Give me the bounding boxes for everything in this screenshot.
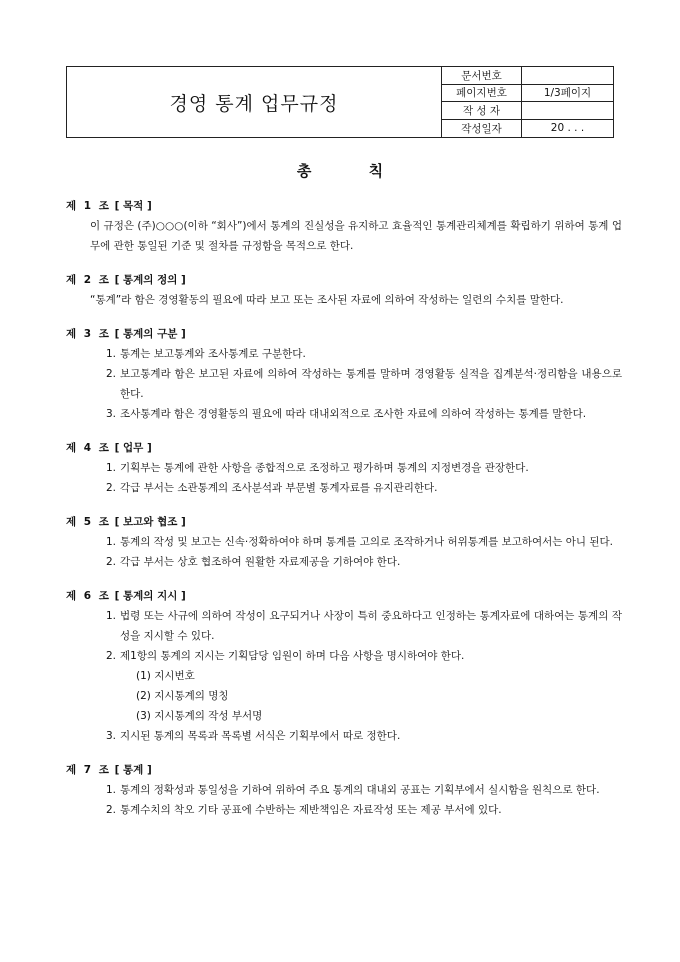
item-text: 조사통계라 함은 경영활동의 필요에 따라 대내외적으로 조사한 자료에 의하여 작성하는 통계를 말한다. (120, 408, 587, 420)
article-heading (66, 324, 622, 344)
article-item (66, 726, 622, 746)
article-title: [ 통계 ] (114, 764, 152, 776)
item-text: 통계는 보고통계와 조사통계로 구분한다. (120, 348, 306, 360)
item-number: 3. (106, 408, 117, 420)
article-item (66, 344, 622, 364)
item-number: 1. (106, 610, 117, 622)
item-number: 1. (106, 536, 117, 548)
item-number: 2. (106, 650, 117, 662)
meta-label-author: 작 성 자 (442, 102, 522, 120)
item-text: 지시된 통계의 목록과 목록별 서식은 기획부에서 따로 정한다. (120, 730, 401, 742)
article-item (66, 364, 622, 404)
item-number: 2. (106, 368, 117, 380)
article (66, 324, 622, 424)
article-number: 제 1 조 (66, 200, 111, 212)
article-heading (66, 586, 622, 606)
meta-label-date: 작성일자 (442, 120, 522, 138)
section-title: 총 칙 (296, 162, 410, 180)
article-heading (66, 760, 622, 780)
item-number: 1. (106, 784, 117, 796)
item-text: 각급 부서는 소관통계의 조사분석과 부문별 통계자료를 유지관리한다. (120, 482, 438, 494)
item-number: 1. (106, 348, 117, 360)
article-heading (66, 512, 622, 532)
article-subitem: (1) 지시번호 (136, 670, 195, 682)
document-header (66, 66, 614, 138)
article (66, 438, 622, 498)
item-text: 통계의 작성 및 보고는 신속·정확하여야 하며 통계를 고의로 조작하거나 허위통계를 보고하여서는 아니 된다. (120, 536, 614, 548)
article-heading (66, 270, 622, 290)
item-text: 각급 부서는 상호 협조하여 원활한 자료제공을 기하여야 한다. (120, 556, 401, 568)
article-item (66, 404, 622, 424)
article-title: [ 보고와 협조 ] (114, 516, 186, 528)
item-number: 3. (106, 730, 117, 742)
article-subitem: (3) 지시통계의 작성 부서명 (136, 710, 263, 722)
document-title: 경영 통계 업무규정 (67, 67, 442, 137)
article-title: [ 통계의 지시 ] (114, 590, 186, 602)
meta-label-doc-number: 문서번호 (442, 67, 522, 85)
article-heading (66, 196, 622, 216)
document-body (66, 196, 622, 834)
article-title: [ 업무 ] (114, 442, 152, 454)
article-title: [ 목적 ] (114, 200, 152, 212)
article-number: 제 7 조 (66, 764, 111, 776)
article-title: [ 통계의 정의 ] (114, 274, 186, 286)
article (66, 512, 622, 572)
article-item (66, 800, 622, 820)
meta-value-author (522, 102, 613, 120)
article-body: 이 규정은 (주)○○○(이하 “회사”)에서 통계의 진실성을 유지하고 효율적인 통계관리체계를 확립하기 위하여 통계 업무에 관한 통일된 기준 및 절차를 규정함을 목적으로 한다. (90, 220, 622, 252)
article-item (66, 606, 622, 646)
article-item (66, 478, 622, 498)
article-item (66, 458, 622, 478)
document-meta-table (442, 67, 613, 137)
item-text: 제1항의 통계의 지시는 기획담당 임원이 하며 다음 사항을 명시하여야 한다. (120, 650, 465, 662)
article-number: 제 4 조 (66, 442, 111, 454)
article-number: 제 3 조 (66, 328, 111, 340)
article (66, 196, 622, 256)
article-item (66, 552, 622, 572)
article-title: [ 통계의 구분 ] (114, 328, 186, 340)
article-heading (66, 438, 622, 458)
item-text: 통계의 정확성과 통일성을 기하여 위하여 주요 통계의 대내외 공표는 기획부에서 실시함을 원칙으로 한다. (120, 784, 600, 796)
article (66, 760, 622, 820)
meta-value-doc-number (522, 67, 613, 85)
article (66, 586, 622, 746)
item-text: 기획부는 통계에 관한 사항을 종합적으로 조정하고 평가하며 통계의 지정변경을 관장한다. (120, 462, 529, 474)
article (66, 270, 622, 310)
article-subitem: (2) 지시통계의 명칭 (136, 690, 229, 702)
item-text: 통계수치의 착오 기타 공표에 수반하는 제반책임은 자료작성 또는 제공 부서에 있다. (120, 804, 502, 816)
meta-label-page-number: 페이지번호 (442, 85, 522, 103)
item-text: 법령 또는 사규에 의하여 작성이 요구되거나 사장이 특히 중요하다고 인정하는 통계자료에 대하여는 통계의 작성을 지시할 수 있다. (120, 610, 622, 642)
article-item (66, 532, 622, 552)
meta-value-page-number: 1/3페이지 (522, 85, 613, 103)
item-number: 2. (106, 556, 117, 568)
article-body: “통계”라 함은 경영활동의 필요에 따라 보고 또는 조사된 자료에 의하여 작성하는 일련의 수치를 말한다. (90, 294, 564, 306)
article-number: 제 2 조 (66, 274, 111, 286)
item-number: 2. (106, 804, 117, 816)
article-item (66, 780, 622, 800)
item-text: 보고통계라 함은 보고된 자료에 의하여 작성하는 통계를 말하며 경영활동 실적을 집계분석·정리함을 내용으로 한다. (120, 368, 622, 400)
article-item (66, 646, 622, 666)
item-number: 2. (106, 482, 117, 494)
meta-value-date: 20 . . . (550, 122, 585, 135)
article-number: 제 6 조 (66, 590, 111, 602)
item-number: 1. (106, 462, 117, 474)
article-number: 제 5 조 (66, 516, 111, 528)
